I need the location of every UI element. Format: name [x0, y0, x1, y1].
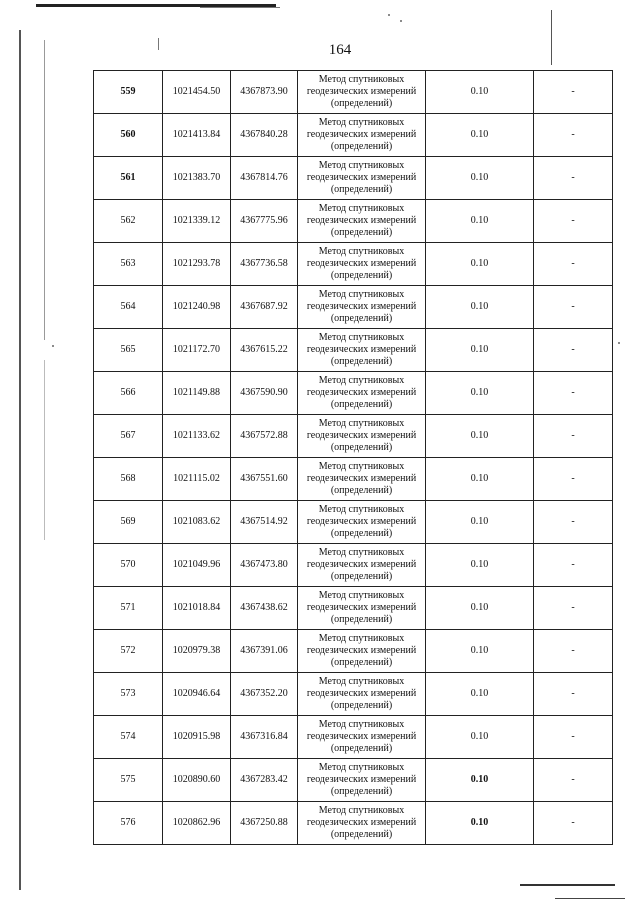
- y-coordinate-cell: 4367352.20: [231, 673, 298, 716]
- method-line: (определений): [330, 356, 393, 367]
- method-line: (определений): [330, 700, 393, 711]
- accuracy-cell: 0.10: [426, 501, 534, 544]
- y-coordinate-cell: 4367551.60: [231, 458, 298, 501]
- method-line: Метод спутниковых: [318, 203, 405, 214]
- method-cell: [298, 458, 426, 501]
- method-line: Метод спутниковых: [318, 74, 405, 85]
- method-cell: [298, 71, 426, 114]
- x-coordinate-cell: 1021413.84: [163, 114, 231, 157]
- accuracy-cell: 0.10: [426, 71, 534, 114]
- method-cell: [298, 329, 426, 372]
- accuracy-cell: 0.10: [426, 415, 534, 458]
- scan-speck: [388, 14, 390, 16]
- method-line: Метод спутниковых: [318, 547, 405, 558]
- note-cell: -: [534, 114, 613, 157]
- accuracy-cell: 0.10: [426, 802, 534, 845]
- method-line: (определений): [330, 313, 393, 324]
- x-coordinate-cell: 1021133.62: [163, 415, 231, 458]
- method-line: Метод спутниковых: [318, 590, 405, 601]
- method-line: (определений): [330, 571, 393, 582]
- point-number-cell: 569: [94, 501, 163, 544]
- x-coordinate-cell: 1020862.96: [163, 802, 231, 845]
- table-row: [94, 114, 613, 157]
- y-coordinate-cell: 4367775.96: [231, 200, 298, 243]
- method-line: (определений): [330, 442, 393, 453]
- table-row: [94, 544, 613, 587]
- point-number-cell: 573: [94, 673, 163, 716]
- point-number-cell: 565: [94, 329, 163, 372]
- y-coordinate-cell: 4367873.90: [231, 71, 298, 114]
- method-line: Метод спутниковых: [318, 719, 405, 730]
- note-cell: -: [534, 587, 613, 630]
- method-line: Метод спутниковых: [318, 504, 405, 515]
- accuracy-cell: 0.10: [426, 372, 534, 415]
- method-cell: [298, 802, 426, 845]
- note-cell: -: [534, 802, 613, 845]
- note-cell: -: [534, 673, 613, 716]
- method-line: (определений): [330, 743, 393, 754]
- point-number-cell: 564: [94, 286, 163, 329]
- table-row: [94, 200, 613, 243]
- accuracy-cell: 0.10: [426, 716, 534, 759]
- note-cell: -: [534, 243, 613, 286]
- accuracy-cell: 0.10: [426, 587, 534, 630]
- method-cell: [298, 200, 426, 243]
- y-coordinate-cell: 4367736.58: [231, 243, 298, 286]
- method-line: (определений): [330, 528, 393, 539]
- x-coordinate-cell: 1020946.64: [163, 673, 231, 716]
- method-line: геодезических измерений: [306, 344, 417, 355]
- note-cell: -: [534, 501, 613, 544]
- table-row: [94, 587, 613, 630]
- method-line: геодезических измерений: [306, 86, 417, 97]
- method-line: геодезических измерений: [306, 817, 417, 828]
- accuracy-cell: 0.10: [426, 630, 534, 673]
- method-line: Метод спутниковых: [318, 375, 405, 386]
- accuracy-cell: 0.10: [426, 673, 534, 716]
- method-line: (определений): [330, 399, 393, 410]
- accuracy-cell: 0.10: [426, 329, 534, 372]
- method-line: геодезических измерений: [306, 473, 417, 484]
- note-cell: -: [534, 544, 613, 587]
- method-line: Метод спутниковых: [318, 160, 405, 171]
- note-cell: -: [534, 716, 613, 759]
- table-row: [94, 286, 613, 329]
- table-row: [94, 329, 613, 372]
- point-number-cell: 568: [94, 458, 163, 501]
- scan-artifact-top-rule-thin: [200, 7, 280, 8]
- method-cell: [298, 114, 426, 157]
- point-number-cell: 570: [94, 544, 163, 587]
- method-line: (определений): [330, 184, 393, 195]
- scan-speck: [52, 345, 54, 347]
- method-line: геодезических измерений: [306, 731, 417, 742]
- table-row: [94, 372, 613, 415]
- method-line: геодезических измерений: [306, 645, 417, 656]
- x-coordinate-cell: 1021149.88: [163, 372, 231, 415]
- method-cell: [298, 243, 426, 286]
- method-line: геодезических измерений: [306, 258, 417, 269]
- point-number-cell: 566: [94, 372, 163, 415]
- y-coordinate-cell: 4367572.88: [231, 415, 298, 458]
- x-coordinate-cell: 1021454.50: [163, 71, 231, 114]
- method-line: Метод спутниковых: [318, 246, 405, 257]
- method-line: Метод спутниковых: [318, 805, 405, 816]
- note-cell: -: [534, 372, 613, 415]
- point-number-cell: 559: [94, 71, 163, 114]
- accuracy-cell: 0.10: [426, 243, 534, 286]
- scan-speck: [618, 342, 620, 344]
- scan-artifact-bottom-rule: [520, 884, 615, 886]
- accuracy-cell: 0.10: [426, 114, 534, 157]
- accuracy-cell: 0.10: [426, 157, 534, 200]
- y-coordinate-cell: 4367840.28: [231, 114, 298, 157]
- x-coordinate-cell: 1020979.38: [163, 630, 231, 673]
- x-coordinate-cell: 1020890.60: [163, 759, 231, 802]
- method-line: геодезических измерений: [306, 129, 417, 140]
- method-line: (определений): [330, 829, 393, 840]
- method-line: Метод спутниковых: [318, 117, 405, 128]
- method-cell: [298, 630, 426, 673]
- y-coordinate-cell: 4367391.06: [231, 630, 298, 673]
- method-line: геодезических измерений: [306, 430, 417, 441]
- method-line: Метод спутниковых: [318, 332, 405, 343]
- method-line: геодезических измерений: [306, 172, 417, 183]
- table-row: [94, 157, 613, 200]
- note-cell: -: [534, 630, 613, 673]
- method-line: (определений): [330, 98, 393, 109]
- method-cell: [298, 415, 426, 458]
- method-line: Метод спутниковых: [318, 676, 405, 687]
- method-line: (определений): [330, 614, 393, 625]
- note-cell: -: [534, 415, 613, 458]
- accuracy-cell: 0.10: [426, 544, 534, 587]
- scan-artifact-left-edge: [19, 30, 21, 890]
- y-coordinate-cell: 4367814.76: [231, 157, 298, 200]
- method-cell: [298, 716, 426, 759]
- accuracy-cell: 0.10: [426, 759, 534, 802]
- x-coordinate-cell: 1020915.98: [163, 716, 231, 759]
- x-coordinate-cell: 1021339.12: [163, 200, 231, 243]
- method-line: геодезических измерений: [306, 774, 417, 785]
- method-line: (определений): [330, 227, 393, 238]
- method-line: Метод спутниковых: [318, 461, 405, 472]
- table-row: [94, 458, 613, 501]
- method-cell: [298, 286, 426, 329]
- y-coordinate-cell: 4367687.92: [231, 286, 298, 329]
- accuracy-cell: 0.10: [426, 458, 534, 501]
- table-row: [94, 71, 613, 114]
- method-cell: [298, 759, 426, 802]
- point-number-cell: 574: [94, 716, 163, 759]
- x-coordinate-cell: 1021172.70: [163, 329, 231, 372]
- point-number-cell: 572: [94, 630, 163, 673]
- table-row: [94, 802, 613, 845]
- table-row: [94, 243, 613, 286]
- y-coordinate-cell: 4367438.62: [231, 587, 298, 630]
- y-coordinate-cell: 4367473.80: [231, 544, 298, 587]
- point-number-cell: 567: [94, 415, 163, 458]
- y-coordinate-cell: 4367514.92: [231, 501, 298, 544]
- method-cell: [298, 673, 426, 716]
- point-number-cell: 562: [94, 200, 163, 243]
- method-line: Метод спутниковых: [318, 418, 405, 429]
- table-row: [94, 501, 613, 544]
- x-coordinate-cell: 1021083.62: [163, 501, 231, 544]
- point-number-cell: 575: [94, 759, 163, 802]
- scan-artifact-left-edge-inner: [44, 40, 45, 340]
- table-row: [94, 716, 613, 759]
- y-coordinate-cell: 4367316.84: [231, 716, 298, 759]
- point-number-cell: 571: [94, 587, 163, 630]
- method-cell: [298, 587, 426, 630]
- point-number-cell: 560: [94, 114, 163, 157]
- note-cell: -: [534, 759, 613, 802]
- method-line: геодезических измерений: [306, 301, 417, 312]
- method-line: Метод спутниковых: [318, 289, 405, 300]
- method-line: геодезических измерений: [306, 516, 417, 527]
- method-cell: [298, 372, 426, 415]
- scan-artifact-left-edge-inner-lower: [44, 360, 45, 540]
- method-line: (определений): [330, 485, 393, 496]
- scan-speck: [400, 20, 402, 22]
- method-line: Метод спутниковых: [318, 762, 405, 773]
- x-coordinate-cell: 1021240.98: [163, 286, 231, 329]
- method-line: геодезических измерений: [306, 688, 417, 699]
- method-line: (определений): [330, 270, 393, 281]
- table-row: [94, 415, 613, 458]
- note-cell: -: [534, 157, 613, 200]
- note-cell: -: [534, 200, 613, 243]
- x-coordinate-cell: 1021293.78: [163, 243, 231, 286]
- method-line: Метод спутниковых: [318, 633, 405, 644]
- method-line: (определений): [330, 657, 393, 668]
- x-coordinate-cell: 1021018.84: [163, 587, 231, 630]
- x-coordinate-cell: 1021383.70: [163, 157, 231, 200]
- method-line: геодезических измерений: [306, 602, 417, 613]
- y-coordinate-cell: 4367615.22: [231, 329, 298, 372]
- accuracy-cell: 0.10: [426, 286, 534, 329]
- table-row: [94, 630, 613, 673]
- method-line: геодезических измерений: [306, 559, 417, 570]
- method-cell: [298, 501, 426, 544]
- y-coordinate-cell: 4367590.90: [231, 372, 298, 415]
- y-coordinate-cell: 4367250.88: [231, 802, 298, 845]
- accuracy-cell: 0.10: [426, 200, 534, 243]
- note-cell: -: [534, 329, 613, 372]
- x-coordinate-cell: 1021049.96: [163, 544, 231, 587]
- method-line: геодезических измерений: [306, 215, 417, 226]
- method-line: геодезических измерений: [306, 387, 417, 398]
- method-cell: [298, 157, 426, 200]
- method-cell: [298, 544, 426, 587]
- method-line: (определений): [330, 141, 393, 152]
- note-cell: -: [534, 458, 613, 501]
- point-number-cell: 561: [94, 157, 163, 200]
- table-row: [94, 673, 613, 716]
- point-number-cell: 563: [94, 243, 163, 286]
- scan-artifact-bottom-rule-thin: [555, 898, 625, 899]
- x-coordinate-cell: 1021115.02: [163, 458, 231, 501]
- point-number-cell: 576: [94, 802, 163, 845]
- coordinates-table: [93, 70, 613, 845]
- table-row: [94, 759, 613, 802]
- note-cell: -: [534, 71, 613, 114]
- y-coordinate-cell: 4367283.42: [231, 759, 298, 802]
- page-number: 164: [328, 42, 352, 58]
- note-cell: -: [534, 286, 613, 329]
- method-line: (определений): [330, 786, 393, 797]
